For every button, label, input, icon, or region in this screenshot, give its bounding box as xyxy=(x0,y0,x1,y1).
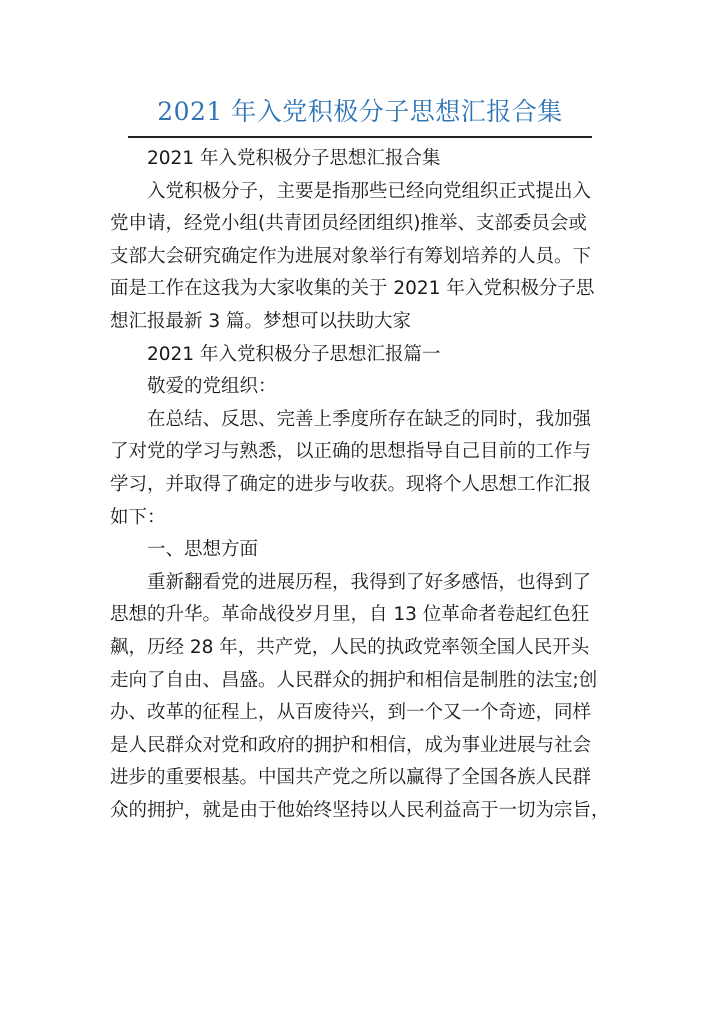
text-line: 思想的升华。革命战役岁月里，自 13 位革命者卷起红色狂 xyxy=(110,604,590,626)
text-line: 飙，历经 28 年，共产党，人民的执政党率领全国人民开头 xyxy=(110,636,590,658)
document-body xyxy=(110,144,615,828)
text-line: 在总结、反思、完善上季度所存在缺乏的同时，我加强 xyxy=(147,408,592,430)
text-line: 进步的重要根基。中国共产党之所以赢得了全国各族人民群 xyxy=(110,767,592,789)
text-line: 2021 年入党积极分子思想汇报篇一 xyxy=(147,343,441,365)
text-line: 学习，并取得了确定的进步与收获。现将个人思想工作汇报 xyxy=(110,473,592,495)
document-title: 2021 年入党积极分子思想汇报合集 xyxy=(157,97,563,126)
text-line: 党申请，经党小组(共青团员经团组织)推举、支部委员会或 xyxy=(110,213,587,235)
text-line: 了对党的学习与熟悉，以正确的思想指导自己目前的工作与 xyxy=(110,441,592,463)
text-line: 2021 年入党积极分子思想汇报合集 xyxy=(147,148,441,169)
text-line: 办、改革的征程上，从百废待兴，到一个又一个奇迹，同样 xyxy=(110,702,592,724)
text-line: 走向了自由、昌盛。人民群众的拥护和相信是制胜的法宝;创 xyxy=(110,669,598,691)
text-line: 面是工作在这我为大家收集的关于 2021 年入党积极分子思 xyxy=(110,278,595,300)
text-line: 重新翻看党的进展历程，我得到了好多感悟，也得到了 xyxy=(147,571,592,593)
text-line: 支部大会研究确定作为进展对象举行有筹划培养的人员。下 xyxy=(110,245,592,267)
title-underline xyxy=(128,136,592,138)
text-line: 入党积极分子，主要是指那些已经向党组织正式提出入 xyxy=(147,180,592,202)
text-line: 敬爱的党组织： xyxy=(147,376,277,398)
text-line: 是人民群众对党和政府的拥护和相信，成为事业进展与社会 xyxy=(110,734,592,756)
text-line: 如下： xyxy=(110,506,166,528)
text-line: 想汇报最新 3 篇。梦想可以扶助大家 xyxy=(110,310,412,332)
text-line: 众的拥护，就是由于他始终坚持以人民利益高于一切为宗旨， xyxy=(110,799,610,821)
text-line: 一、思想方面 xyxy=(147,539,259,561)
